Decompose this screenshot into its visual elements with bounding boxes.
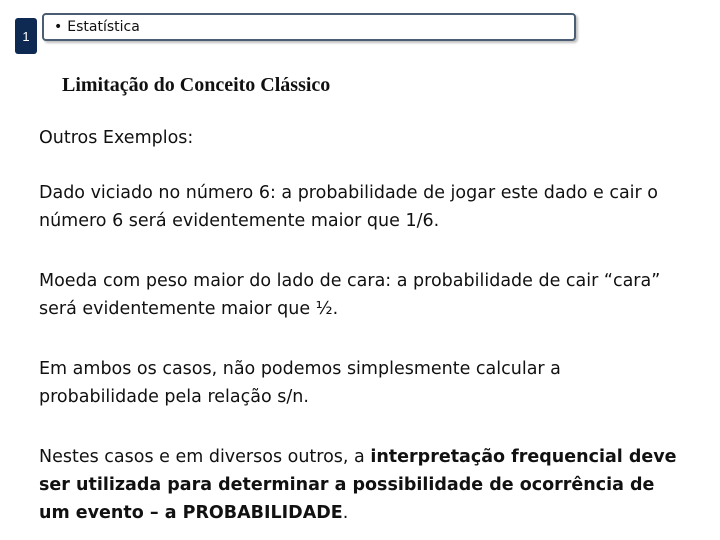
slide-number-badge: 1 — [15, 18, 37, 54]
paragraph-weighted-coin: Moeda com peso maior do lado de cara: a probabilidade de cair “cara” será evidentemente maior que ½. — [39, 271, 661, 319]
section-header-label: Estatística — [67, 19, 140, 35]
bullet-icon: • — [54, 19, 63, 35]
slide-content — [39, 124, 679, 527]
paragraph-both-cases: Em ambos os casos, não podemos simplesmente calcular a probabilidade pela relação s/n. — [39, 359, 561, 407]
section-header-box — [42, 13, 576, 41]
paragraph-frequency-bold: interpretação frequencial deve ser utilizada para determinar a possibilidade de ocorrência de um evento – a PROBABILIDADE — [39, 447, 677, 523]
paragraph-frequency-end: . — [342, 503, 349, 523]
slide-title: Limitação do Conceito Clássico — [62, 74, 331, 96]
paragraph-loaded-die: Dado viciado no número 6: a probabilidade de jogar este dado e cair o número 6 será evidentemente maior que 1/6. — [39, 183, 659, 231]
intro-text: Outros Exemplos: — [39, 128, 194, 148]
paragraph-frequency-start: Nestes casos e em diversos outros, a — [39, 447, 371, 467]
paragraph-frequency-interpretation — [39, 443, 679, 527]
